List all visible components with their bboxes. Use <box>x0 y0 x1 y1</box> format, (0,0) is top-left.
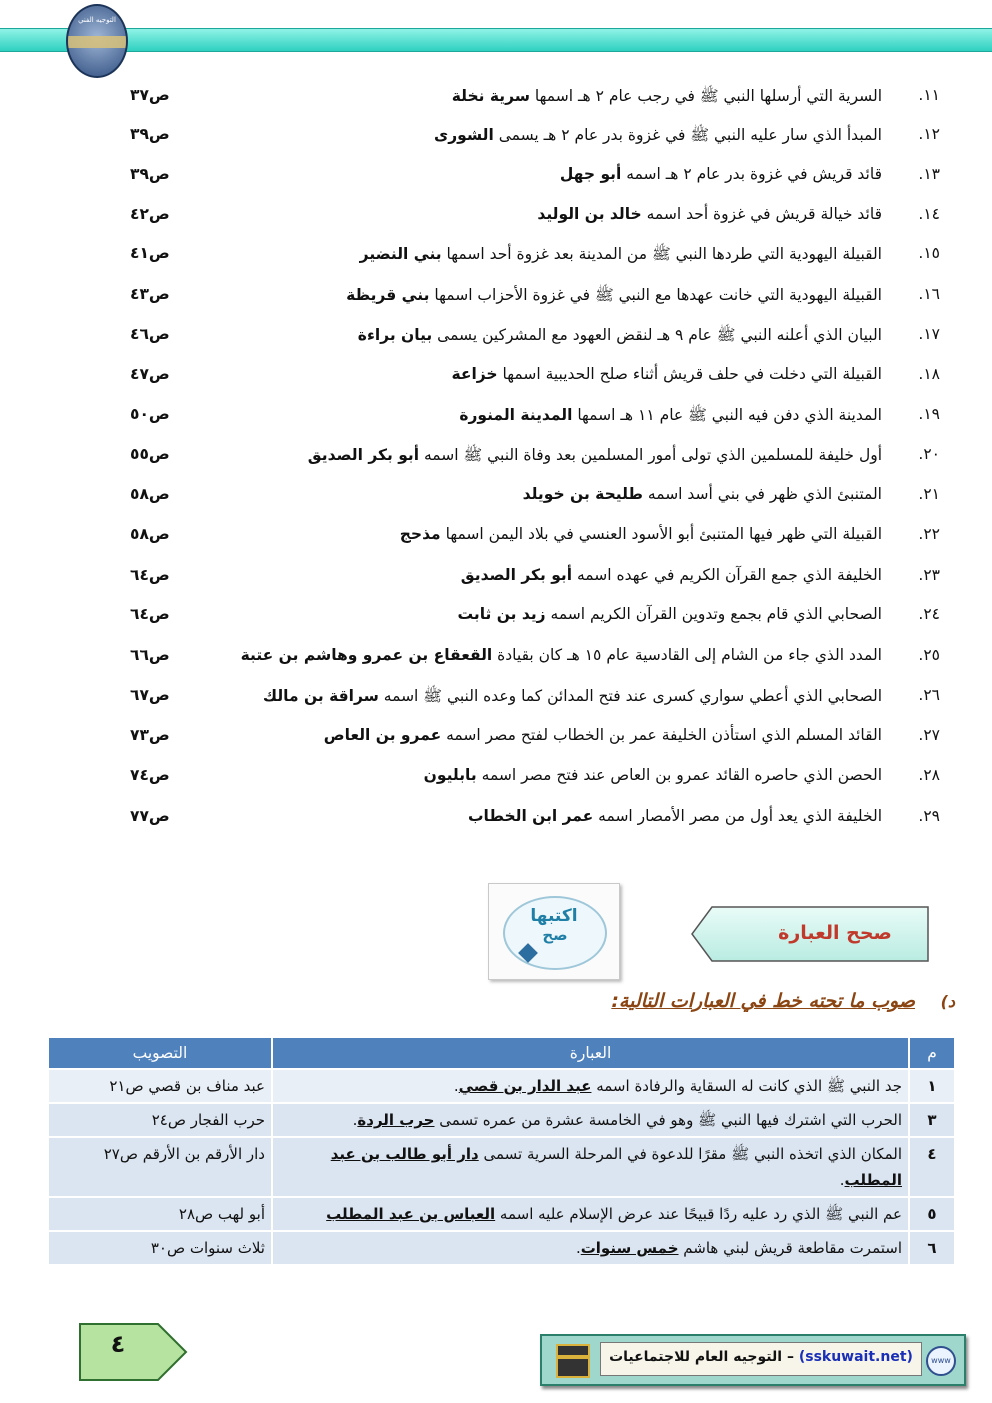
item-statement <box>451 365 882 383</box>
header-correction: التصويب <box>48 1037 272 1069</box>
item-page: ص٤٣ <box>130 285 170 303</box>
item-page: ص٥٥ <box>130 445 170 463</box>
kaaba-icon <box>556 1344 590 1378</box>
item-statement <box>424 766 882 784</box>
header-statement: العبارة <box>272 1037 909 1069</box>
write-it-correct-badge <box>488 883 620 980</box>
item-text: القبيلة التي دخلت في حلف قريش أثناء صلح الحديبية اسمها <box>497 365 882 383</box>
section-tag-label: صحح العبارة <box>778 922 892 944</box>
logo-band <box>68 36 126 48</box>
item-answer: سراقة بن مالك <box>262 687 379 705</box>
list-item <box>130 522 940 550</box>
item-page: ص٥٨ <box>130 525 170 543</box>
row-statement <box>272 1231 909 1265</box>
list-item <box>130 683 940 711</box>
item-number: ١٩. <box>918 405 940 423</box>
logo-text: التوجيه الفني <box>78 16 116 24</box>
item-page: ص٦٤ <box>130 566 170 584</box>
item-number: ٢٢. <box>918 525 940 543</box>
item-answer: أبو جهل <box>559 165 622 183</box>
footer-text <box>606 1349 916 1365</box>
item-text: أول خليفة للمسلمين الذي تولى أمور المسلمين بعد وفاة النبي ﷺ اسمه <box>419 446 882 464</box>
row-correction: عبد مناف بن قصي ص٢١ <box>48 1069 272 1103</box>
item-page: ص٦٦ <box>130 646 170 664</box>
item-page: ص٤٢ <box>130 205 170 223</box>
row-num: ٣ <box>909 1103 955 1137</box>
item-text: المتنبئ الذي ظهر في بني أسد اسمه <box>643 485 882 503</box>
item-number: ٢٩. <box>918 807 940 825</box>
item-page: ص٤١ <box>130 244 170 262</box>
item-text: القبيلة اليهودية التي خانت عهدها مع النبي ﷺ في غزوة الأحزاب اسمها <box>429 286 882 304</box>
item-answer: زيد بن ثابت <box>457 605 546 623</box>
header-bar <box>0 28 992 52</box>
footer-link[interactable]: (sskuwait.net) <box>798 1349 913 1365</box>
item-number: ٢٧. <box>918 726 940 744</box>
item-number: ١٢. <box>918 125 940 143</box>
list-item <box>130 241 940 269</box>
underlined-text: حرب الردة <box>357 1111 435 1129</box>
list-item <box>130 122 940 150</box>
statement-end: . <box>352 1111 358 1129</box>
item-statement <box>263 686 882 709</box>
item-statement <box>346 285 882 308</box>
badge-text-1: اكتبها <box>530 906 578 926</box>
list-item <box>130 402 940 430</box>
row-statement <box>272 1197 909 1231</box>
row-statement <box>272 1103 909 1137</box>
globe-icon: www <box>926 1346 956 1376</box>
item-answer: أبو بكر الصديق <box>460 566 573 584</box>
row-correction: حرب الفجار ص٢٤ <box>48 1103 272 1137</box>
list-item <box>130 282 940 310</box>
item-text: قائد خيالة قريش في غزوة أحد اسمه <box>641 205 882 223</box>
list-item <box>130 202 940 230</box>
item-text: القبيلة التي ظهر فيها المتنبئ أبو الأسود العنسي في بلاد اليمن اسمها <box>440 525 882 543</box>
item-text: المدد الذي جاء من الشام إلى القادسية عام ١٥ هـ كان بقيادة <box>492 646 882 664</box>
list-item <box>130 362 940 390</box>
item-statement <box>461 566 882 584</box>
table-row <box>48 1137 955 1197</box>
table-row <box>48 1103 955 1137</box>
badge-text-2: صح <box>542 926 568 944</box>
statement-end: . <box>453 1077 459 1095</box>
item-answer: عمرو بن العاص <box>323 726 442 744</box>
row-correction: أبو لهب ص٢٨ <box>48 1197 272 1231</box>
item-page: ص٧٤ <box>130 766 170 784</box>
item-number: ٢٥. <box>918 646 940 664</box>
row-num: ٦ <box>909 1231 955 1265</box>
item-number: ١٥. <box>918 244 940 262</box>
header-num: م <box>909 1037 955 1069</box>
item-text: القائد المسلم الذي استأذن الخليفة عمر بن الخطاب لفتح مصر اسمه <box>441 726 882 744</box>
row-correction: دار الأرقم بن الأرقم ص٢٧ <box>48 1137 272 1197</box>
list-item <box>130 83 940 111</box>
item-number: ٢٤. <box>918 605 940 623</box>
item-text: المبدأ الذي سار عليه النبي ﷺ في غزوة بدر عام ٢ هـ يسمى <box>493 126 882 144</box>
item-text: الصحابي الذي قام بجمع وتدوين القرآن الكريم اسمه <box>545 605 882 623</box>
statement-text: استمرت مقاطعة قريش لبني هاشم <box>678 1239 902 1257</box>
list-item <box>130 602 940 630</box>
table-header-row <box>48 1037 955 1069</box>
item-number: ٢١. <box>918 485 940 503</box>
item-text: القبيلة اليهودية التي طردها النبي ﷺ من المدينة بعد غزوة أحد اسمها <box>441 245 882 263</box>
item-page: ص٤٧ <box>130 365 170 383</box>
item-statement <box>324 726 882 744</box>
page-number: ٤ <box>110 1330 126 1358</box>
item-statement <box>241 646 882 664</box>
item-number: ١٣. <box>918 165 940 183</box>
item-statement <box>360 244 882 267</box>
logo-emblem <box>66 4 128 78</box>
row-num: ٥ <box>909 1197 955 1231</box>
table-row <box>48 1231 955 1265</box>
item-text: الحصن الذي حاصره القائد عمرو بن العاص عند فتح مصر اسمه <box>476 766 882 784</box>
row-num: ٤ <box>909 1137 955 1197</box>
item-page: ص٧٧ <box>130 807 170 825</box>
list-item <box>130 723 940 751</box>
statement-text: جد النبي ﷺ الذي كانت له السقاية والرفادة اسمه <box>591 1077 902 1095</box>
item-statement <box>452 86 882 109</box>
item-answer: الشورى <box>434 126 494 144</box>
item-page: ص٦٧ <box>130 686 170 704</box>
instruction <box>560 990 955 1020</box>
item-answer: أبو بكر الصديق <box>307 446 420 464</box>
item-answer: مذحج <box>399 525 441 543</box>
table-row <box>48 1069 955 1103</box>
item-number: ٢٠. <box>918 445 940 463</box>
item-answer: عمر ابن الخطاب <box>467 807 594 825</box>
item-answer: المدينة المنورة <box>459 406 573 424</box>
item-number: ١٤. <box>918 205 940 223</box>
item-number: ١٦. <box>918 285 940 303</box>
item-answer: القعقاع بن عمرو وهاشم بن عتبة <box>240 646 493 664</box>
item-text: قائد قريش في غزوة بدر عام ٢ هـ اسمه <box>621 165 882 183</box>
list-item <box>130 322 940 350</box>
item-statement <box>560 165 882 183</box>
item-text: المدينة الذي دفن فيه النبي ﷺ عام ١١ هـ اسمها <box>572 406 882 424</box>
item-answer: بيان براءة <box>357 326 433 344</box>
statement-text: المكان الذي اتخذه النبي ﷺ مقرًا للدعوة في المرحلة السرية تسمى <box>478 1145 902 1163</box>
item-number: ٢٣. <box>918 566 940 584</box>
item-page: ص٤٦ <box>130 325 170 343</box>
list-item <box>130 563 940 591</box>
item-number: ٢٦. <box>918 686 940 704</box>
row-statement <box>272 1137 909 1197</box>
statement-end: . <box>575 1239 581 1257</box>
underlined-text: خمس سنوات <box>580 1239 679 1257</box>
item-page: ص٣٧ <box>130 86 170 104</box>
underlined-text: العباس بن عبد المطلب <box>326 1205 496 1223</box>
item-statement <box>434 125 882 148</box>
item-statement <box>523 485 882 503</box>
item-text: الخليفة الذي يعد أول من مصر الأمصار اسمه <box>593 807 882 825</box>
list-item <box>130 804 940 832</box>
item-page: ص٧٣ <box>130 726 170 744</box>
item-text: الصحابي الذي أعطي سواري كسرى عند فتح المدائن كما وعده النبي ﷺ اسمه <box>378 687 882 705</box>
item-number: ٢٨. <box>918 766 940 784</box>
list-item <box>130 763 940 791</box>
item-answer: بني قريظة <box>346 286 430 304</box>
statement-text: الحرب التي اشترك فيها النبي ﷺ وهو في الخامسة عشرة من عمره تسمى <box>434 1111 902 1129</box>
item-answer: سرية نخلة <box>451 87 530 105</box>
item-page: ص٥٨ <box>130 485 170 503</box>
item-statement <box>400 525 882 543</box>
item-statement <box>537 205 882 223</box>
item-answer: بني النضير <box>359 245 442 263</box>
row-correction: ثلاث سنوات ص٣٠ <box>48 1231 272 1265</box>
list-item <box>130 162 940 190</box>
underlined-text: دار أبو طالب بن عبد المطلب <box>330 1145 902 1189</box>
list-item <box>130 442 940 470</box>
table-row <box>48 1197 955 1231</box>
item-page: ص٣٩ <box>130 125 170 143</box>
item-number: ١٨. <box>918 365 940 383</box>
item-answer: طليحة بن خويلد <box>522 485 643 503</box>
correction-table <box>47 1036 956 1266</box>
item-answer: خزاعة <box>451 365 498 383</box>
instruction-text: صوب ما تحته خط في العبارات التالية: <box>611 990 915 1012</box>
footer-title: – التوجيه العام للاجتماعيات <box>609 1349 799 1365</box>
item-statement <box>459 405 882 428</box>
row-statement <box>272 1069 909 1103</box>
item-text: السرية التي أرسلها النبي ﷺ في رجب عام ٢ هـ اسمها <box>529 87 882 105</box>
item-page: ص٦٤ <box>130 605 170 623</box>
item-text: الخليفة الذي جمع القرآن الكريم في عهده اسمه <box>572 566 882 584</box>
item-statement <box>468 807 882 825</box>
footer-banner <box>540 1334 966 1386</box>
row-num: ١ <box>909 1069 955 1103</box>
item-statement <box>358 325 882 348</box>
item-answer: خالد بن الوليد <box>537 205 642 223</box>
item-text: البيان الذي أعلنه النبي ﷺ عام ٩ هـ لنقض العهود مع المشركين يسمى <box>432 326 882 344</box>
item-statement <box>457 605 882 623</box>
statement-text: عم النبي ﷺ الذي رد عليه ردًا قبيحًا عند عرض الإسلام عليه اسمه <box>495 1205 902 1223</box>
item-page: ص٣٩ <box>130 165 170 183</box>
list-item <box>130 643 940 671</box>
instruction-letter: د) <box>940 992 955 1011</box>
statement-end: . <box>839 1171 845 1189</box>
item-statement <box>308 445 882 468</box>
item-answer: بابليون <box>423 766 477 784</box>
item-page: ص٥٠ <box>130 405 170 423</box>
list-item <box>130 482 940 510</box>
underlined-text: عبد الدار بن قصي <box>458 1077 592 1095</box>
item-number: ١١. <box>918 86 940 104</box>
item-number: ١٧. <box>918 325 940 343</box>
